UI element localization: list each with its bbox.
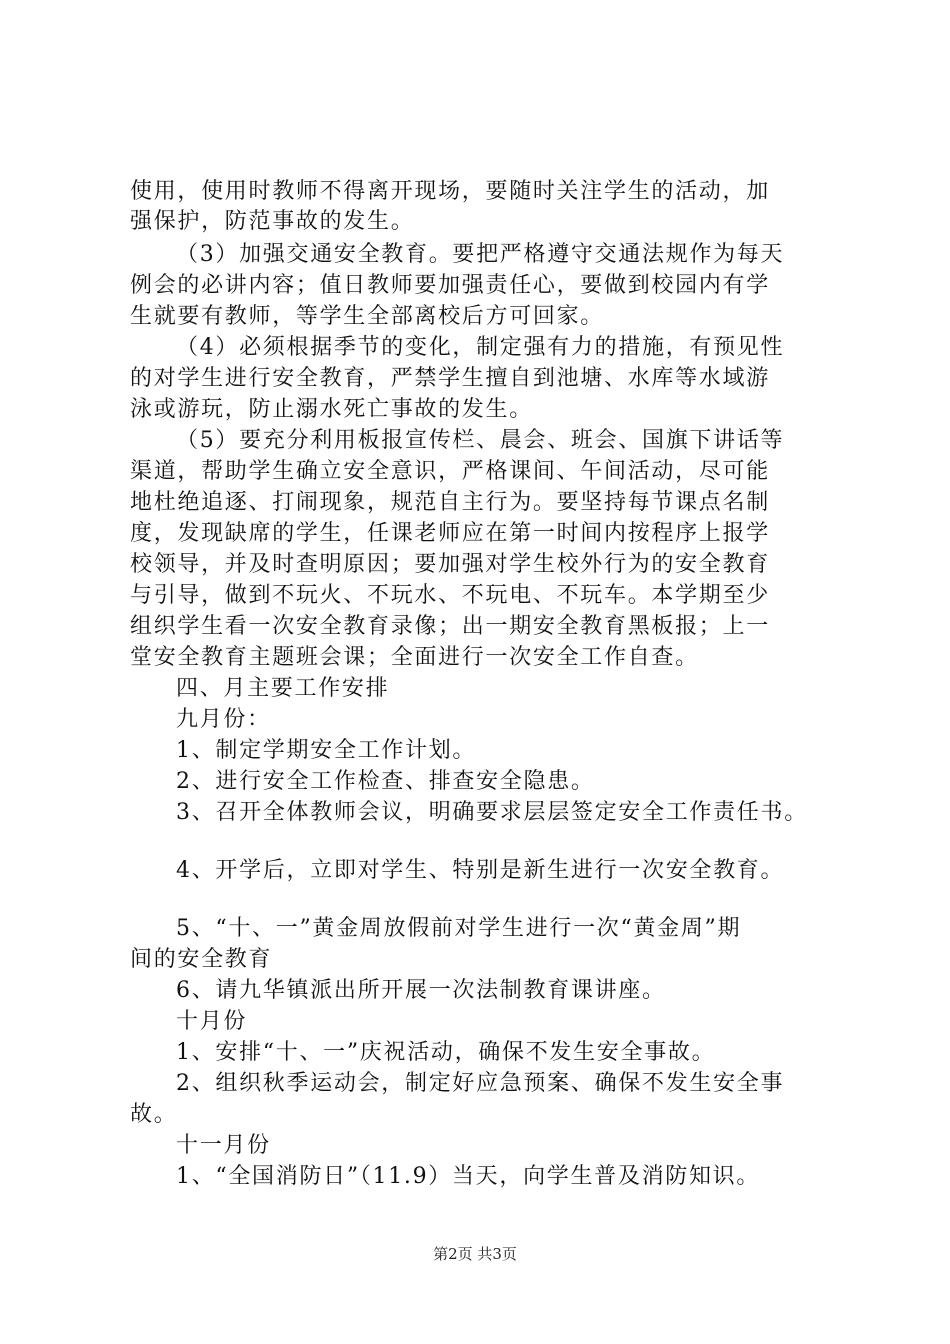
list-item: 1、“全国消防日”（11.9）当天，向学生普及消防知识。 (176, 1164, 761, 1189)
page-number-footer: 第2页 共3页 (433, 1245, 517, 1263)
month-heading: 十月份 (176, 1009, 248, 1034)
list-item: 4、开学后，立即对学生、特别是新生进行一次安全教育。 (176, 858, 785, 883)
month-heading: 九月份： (176, 707, 271, 732)
text-line: 度，发现缺席的学生，任课老师应在第一时间内按程序上报学 (130, 521, 770, 546)
text-line: 校领导，并及时查明原因；要加强对学生校外行为的安全教育 (130, 552, 770, 577)
text-line: 故。 (130, 1102, 178, 1127)
text-line: （3）加强交通安全教育。要把严格遵守交通法规作为每天 (176, 242, 785, 267)
list-item: 6、请九华镇派出所开展一次法制教育课讲座。 (176, 978, 666, 1003)
list-item: 2、进行安全工作检查、排查安全隐患。 (176, 769, 595, 794)
list-item: 3、召开全体教师会议，明确要求层层签定安全工作责任书。 (176, 800, 808, 825)
text-line: 间的安全教育 (130, 947, 273, 972)
text-line: 堂安全教育主题班会课；全面进行一次安全工作自查。 (130, 645, 699, 670)
list-item: 1、安排“十、一”庆祝活动，确保不发生安全事故。 (176, 1040, 716, 1065)
list-item: 1、制定学期安全工作计划。 (176, 738, 477, 763)
section-heading: 四、月主要工作安排 (176, 676, 390, 701)
text-line: 地杜绝追逐、打闹现象，规范自主行为。要坚持每节课点名制 (130, 490, 770, 515)
text-line: 组织学生看一次安全教育录像；出一期安全教育黑板报；上一 (130, 614, 770, 639)
text-line: 渠道，帮助学生确立安全意识，严格课间、午间活动，尽可能 (130, 459, 770, 484)
text-line: 使用，使用时教师不得离开现场，要随时关注学生的活动，加 (130, 179, 770, 204)
text-line: （5）要充分利用板报宣传栏、晨会、班会、国旗下讲话等 (176, 428, 785, 453)
list-item: 5、“十、一”黄金周放假前对学生进行一次“黄金周”期 (176, 916, 742, 941)
text-line: 例会的必讲内容；值日教师要加强责任心，要做到校园内有学 (130, 273, 770, 298)
text-line: 生就要有教师，等学生全部离校后方可回家。 (130, 304, 605, 329)
text-line: 泳或游玩，防止溺水死亡事故的发生。 (130, 397, 533, 422)
list-item: 2、组织秋季运动会，制定好应急预案、确保不发生安全事 (176, 1071, 785, 1096)
text-line: 与引导，做到不玩火、不玩水、不玩电、不玩车。本学期至少 (130, 583, 770, 608)
text-line: 的对学生进行安全教育，严禁学生擅自到池塘、水库等水域游 (130, 366, 770, 391)
month-heading: 十一月份 (176, 1133, 271, 1158)
text-line: （4）必须根据季节的变化，制定强有力的措施，有预见性 (176, 335, 785, 360)
text-line: 强保护，防范事故的发生。 (130, 209, 415, 234)
